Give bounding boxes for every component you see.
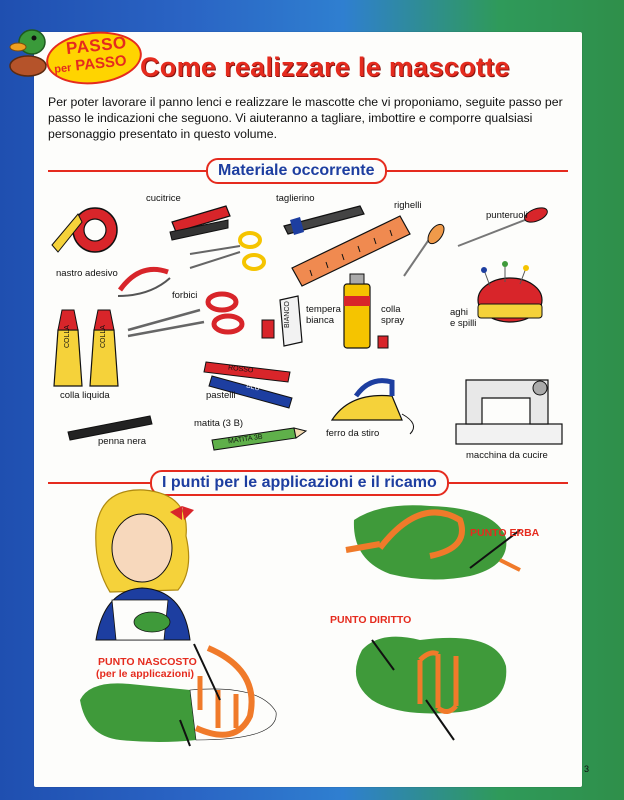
label-colla-liquida: colla liquida — [60, 390, 110, 401]
sewing-machine-icon — [456, 380, 562, 444]
tape-roll-icon — [52, 208, 117, 252]
scissors-yellow-icon — [190, 233, 264, 269]
glue-bottle-text-2: COLLA — [100, 325, 107, 348]
intro-paragraph: Per poter lavorare il panno lenci e realizzare le mascotte che vi proponiamo, seguite passo per passo le indicazioni che seguono. Vi aiuteranno a tagliare, imbottire e comporre qualsiasi personaggio presentato in questo volume. — [48, 95, 563, 141]
label-penna: penna nera — [98, 436, 147, 447]
pencil-blue-text: BLU — [245, 382, 261, 393]
pincushion-icon — [478, 261, 542, 322]
label-punto-diritto: PUNTO DIRITTO — [330, 614, 412, 626]
section-stitches-title: I punti per le applicazioni e il ricamo — [150, 470, 449, 496]
badge-passo: PASSO — [70, 52, 128, 75]
stapler-icon — [170, 206, 230, 240]
label-punteruoli: punteruoli — [486, 210, 528, 221]
paint-tube-text: BIANCO — [284, 301, 291, 328]
badge-line-1: PASSO — [65, 32, 128, 59]
pencil-3b-text: MATITA 3B — [227, 433, 264, 446]
pencil-red-text: ROSSO — [227, 364, 254, 375]
glue-bottles-icon — [54, 310, 118, 386]
label-forbici: forbici — [172, 290, 198, 301]
label-macchina: macchina da cucire — [466, 450, 548, 461]
label-taglierino: taglierino — [276, 193, 315, 204]
label-righelli: righelli — [394, 200, 422, 211]
label-punto-nascosto: PUNTO NASCOSTO — [98, 656, 197, 668]
label-nastro: nastro adesivo — [56, 268, 118, 279]
label-punto-nascosto-sub: (per le applicazioni) — [96, 668, 195, 680]
label-ferro: ferro da stiro — [326, 428, 380, 439]
glue-bottle-text-1: COLLA — [64, 325, 71, 348]
label-cucitrice: cucitrice — [146, 193, 181, 204]
label-tempera-2: bianca — [306, 315, 334, 326]
stitch-erba-illustration — [346, 505, 520, 579]
section-materials-title: Materiale occorrente — [206, 158, 387, 184]
iron-icon — [332, 381, 414, 434]
cutter-icon — [284, 206, 364, 235]
label-aghi-2: e spilli — [450, 318, 477, 329]
stitch-diritto-illustration — [356, 637, 506, 740]
badge-per: per — [53, 62, 73, 76]
page-title: Come realizzare le mascotte — [140, 52, 510, 82]
label-pastelli: pastelli — [206, 390, 236, 401]
label-colla-spray-2: spray — [381, 315, 405, 326]
label-tempera-1: tempera — [306, 304, 341, 315]
label-colla-spray-1: colla — [381, 304, 401, 315]
girl-sewing-illustration — [96, 490, 194, 640]
snips-icon — [118, 269, 170, 296]
label-punto-erba: PUNTO ERBA — [470, 527, 540, 539]
label-matita: matita (3 B) — [194, 418, 244, 429]
label-aghi-1: aghi — [450, 307, 468, 318]
page-number: 3 — [584, 764, 590, 774]
